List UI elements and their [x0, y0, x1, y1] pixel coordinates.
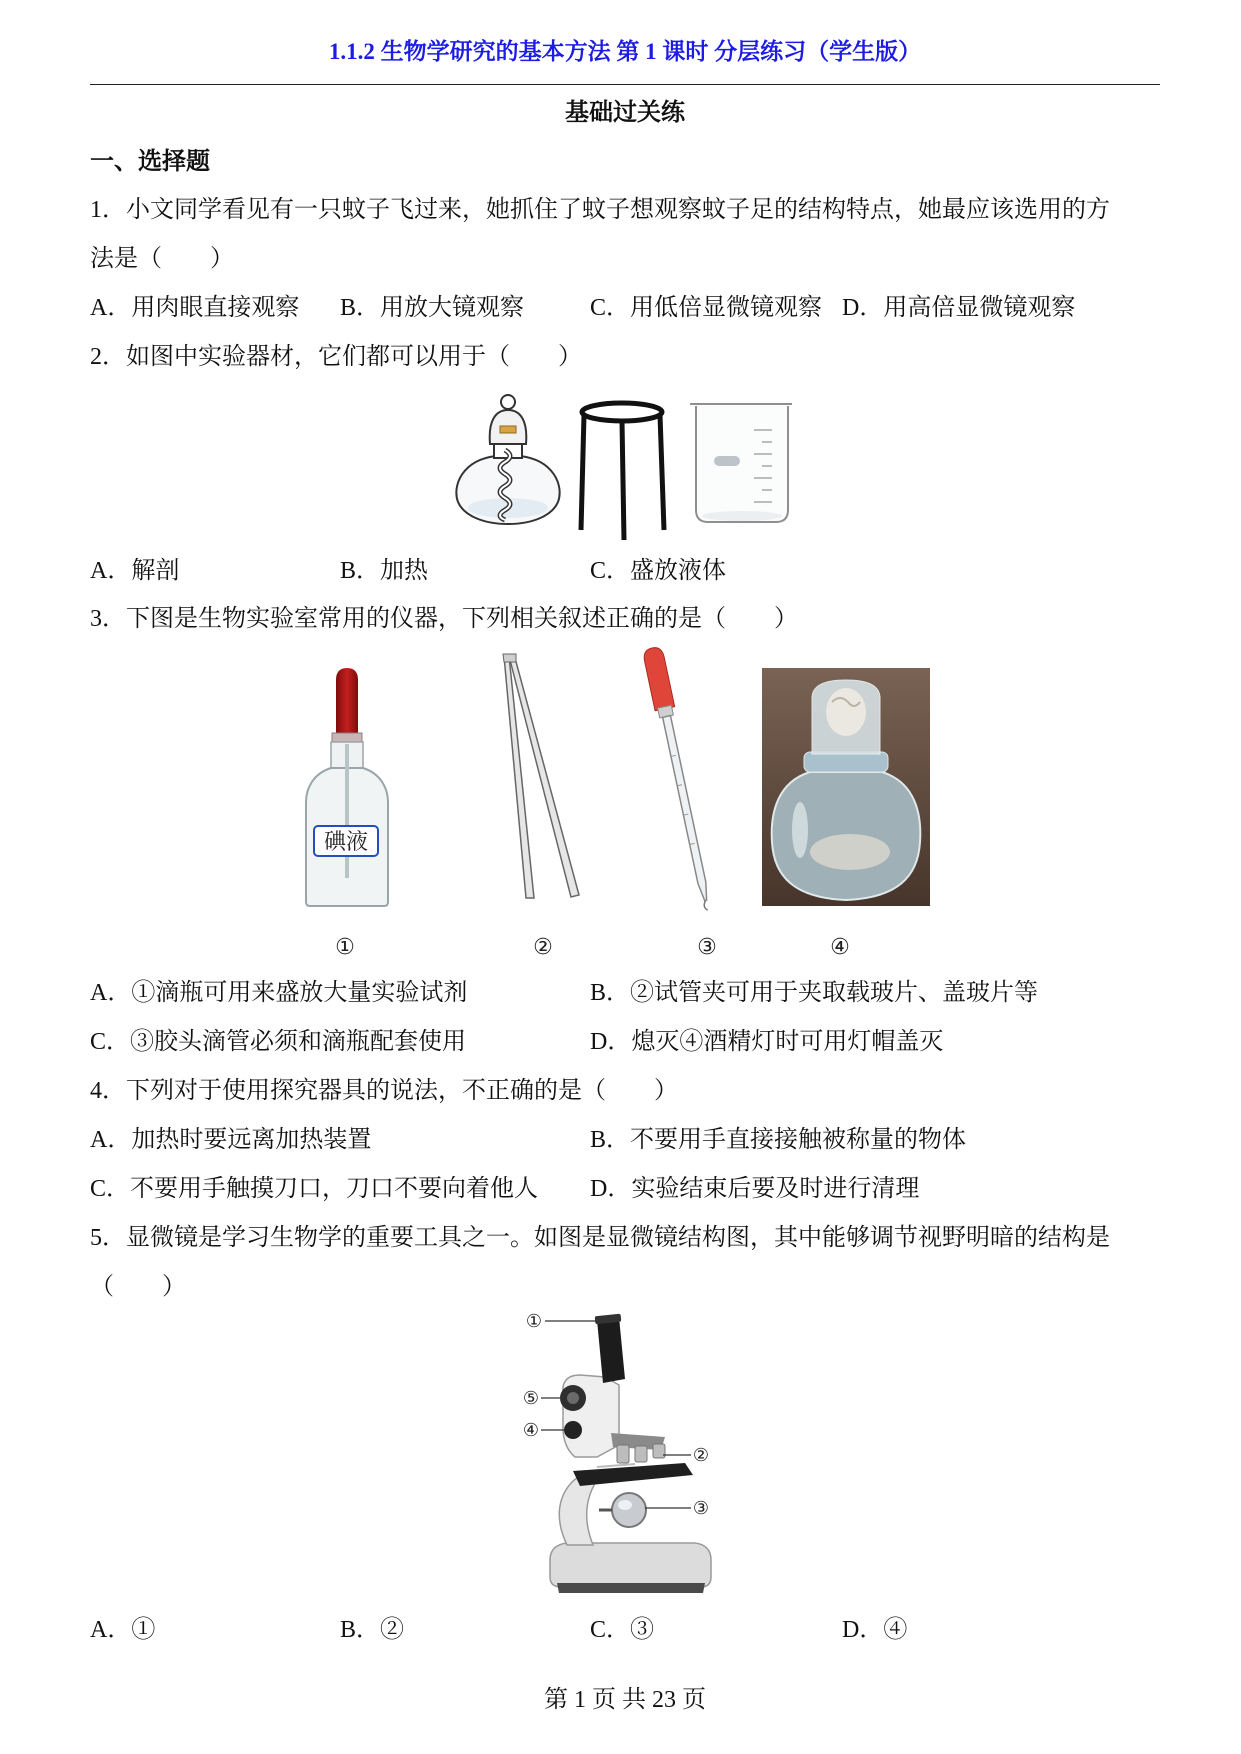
q2-figure-lab-equipment — [450, 390, 795, 545]
q3-option-a: A．①滴瓶可用来盛放大量实验试剂 — [90, 980, 468, 1006]
q2-option-b: B．加热 — [340, 558, 429, 584]
q1-option-d: D．用高倍显微镜观察 — [842, 295, 1076, 321]
q5-option-b: B．② — [340, 1617, 405, 1643]
q5-figure-microscope — [505, 1305, 735, 1605]
dropper-bottle-drawing — [306, 668, 388, 906]
q1-stem-line-2: 法是（ ） — [90, 246, 234, 272]
q3-label-2: ② — [533, 935, 553, 960]
q3-label-3: ③ — [697, 935, 717, 960]
q5-option-c: C．③ — [590, 1617, 655, 1643]
q3-option-b: B．②试管夹可用于夹取载玻片、盖玻片等 — [590, 980, 1039, 1006]
q5-option-d: D．④ — [842, 1617, 908, 1643]
iodine-bottle-label: 碘液 — [323, 830, 369, 855]
q2-option-c: C．盛放液体 — [590, 558, 727, 584]
q1-option-c: C．用低倍显微镜观察 — [590, 295, 823, 321]
microscope-label-4: ④ — [522, 1420, 540, 1441]
q3-label-4: ④ — [830, 935, 850, 960]
microscope-label-3: ③ — [692, 1498, 710, 1519]
q1-stem-line-1: 1．小文同学看见有一只蚊子飞过来，她抓住了蚊子想观察蚊子足的结构特点，她最应该选用的方 — [90, 197, 1110, 223]
q3-option-c: C．③胶头滴管必须和滴瓶配套使用 — [90, 1029, 467, 1055]
alcohol-lamp-drawing — [456, 395, 559, 524]
q4-stem: 4．下列对于使用探究器具的说法，不正确的是（ ） — [90, 1078, 678, 1104]
q3-label-1: ① — [335, 935, 355, 960]
q3-figure-instruments — [300, 640, 940, 962]
alcohol-lamp-photo — [762, 668, 930, 906]
header-rule — [90, 84, 1160, 85]
part-title: 一、选择题 — [90, 149, 210, 175]
q5-stem-line-1: 5．显微镜是学习生物学的重要工具之一。如图是显微镜结构图，其中能够调节视野明暗的结构是 — [90, 1225, 1110, 1251]
tweezers-drawing — [503, 654, 579, 898]
section-title: 基础过关练 — [565, 100, 685, 126]
document-title: 1.1.2 生物学研究的基本方法 第 1 课时 分层练习（学生版） — [328, 39, 922, 64]
q1-option-b: B．用放大镜观察 — [340, 295, 525, 321]
q5-option-a: A．① — [90, 1617, 156, 1643]
microscope-label-2: ② — [692, 1445, 710, 1466]
page-footer: 第 1 页 共 23 页 — [544, 1687, 706, 1713]
q2-stem: 2．如图中实验器材，它们都可以用于（ ） — [90, 344, 582, 370]
beaker-drawing — [690, 404, 792, 522]
q4-option-c: C．不要用手触摸刀口，刀口不要向着他人 — [90, 1176, 539, 1202]
q3-option-d: D．熄灭④酒精灯时可用灯帽盖灭 — [590, 1029, 944, 1055]
q2-option-a: A．解剖 — [90, 558, 180, 584]
q1-option-a: A．用肉眼直接观察 — [90, 295, 300, 321]
microscope-drawing — [550, 1314, 711, 1593]
q4-option-a: A．加热时要远离加热装置 — [90, 1127, 372, 1153]
microscope-label-1: ① — [525, 1311, 543, 1332]
q4-option-d: D．实验结束后要及时进行清理 — [590, 1176, 920, 1202]
pipette-drawing — [642, 646, 717, 912]
q5-stem-line-2: （ ） — [90, 1274, 186, 1300]
q3-stem: 3．下图是生物实验室常用的仪器，下列相关叙述正确的是（ ） — [90, 606, 798, 632]
tripod-drawing — [581, 403, 664, 540]
q4-option-b: B．不要用手直接接触被称量的物体 — [590, 1127, 967, 1153]
microscope-label-5: ⑤ — [522, 1388, 540, 1409]
